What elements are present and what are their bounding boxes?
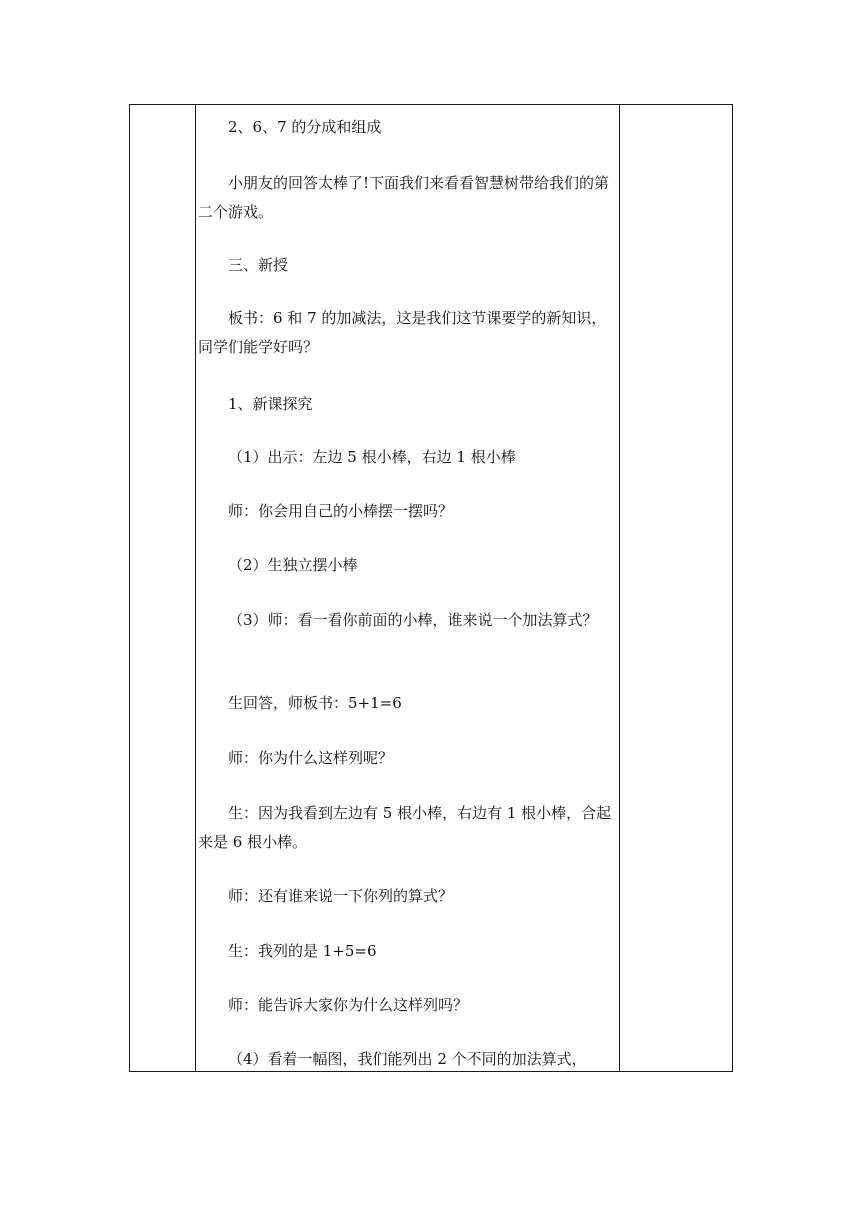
paragraph-teacher-question-1: 师：你会用自己的小棒摆一摆吗？: [228, 502, 454, 520]
paragraph-student-answer-1: 生回答，师板书：5+1=6: [228, 694, 402, 712]
paragraph-teacher-question-2: 师：你为什么这样列呢？: [228, 749, 394, 767]
table-row: [130, 105, 733, 1072]
content-cell: [196, 105, 620, 1072]
left-cell: [130, 105, 196, 1072]
paragraph-step-2: （2）生独立摆小棒: [228, 556, 358, 574]
paragraph-step-4: （4）看着一幅图，我们能列出 2 个不同的加法算式，: [228, 1050, 587, 1068]
paragraph-board-writing: 板书：6 和 7 的加减法，这是我们这节课要学的新知识，同学们能学好吗？: [198, 309, 607, 356]
lesson-content: [196, 105, 619, 1071]
subsection-heading-exploration: 1、新课探究: [228, 395, 313, 413]
paragraph-student-explanation-1: 生：因为我看到左边有 5 根小棒，右边有 1 根小棒，合起来是 6 根小棒。: [198, 804, 612, 851]
paragraph-praise: 小朋友的回答太棒了!下面我们来看看智慧树带给我们的第二个游戏。: [198, 174, 610, 221]
paragraph-student-answer-2: 生：我列的是 1+5=6: [228, 942, 377, 960]
section-heading-new-lesson: 三、新授: [228, 256, 289, 274]
paragraph-teacher-question-4: 师：能告诉大家你为什么这样列吗？: [228, 996, 469, 1014]
paragraph-decomposition-topic: 2、6、7 的分成和组成: [228, 118, 382, 136]
paragraph-step-1: （1）出示：左边 5 根小棒，右边 1 根小棒: [228, 448, 516, 466]
paragraph-step-3: （3）师：看一看你前面的小棒，谁来说一个加法算式？: [228, 611, 598, 629]
right-cell: [620, 105, 733, 1072]
lesson-plan-table: [129, 104, 733, 1072]
paragraph-teacher-question-3: 师：还有谁来说一下你列的算式？: [228, 887, 454, 905]
